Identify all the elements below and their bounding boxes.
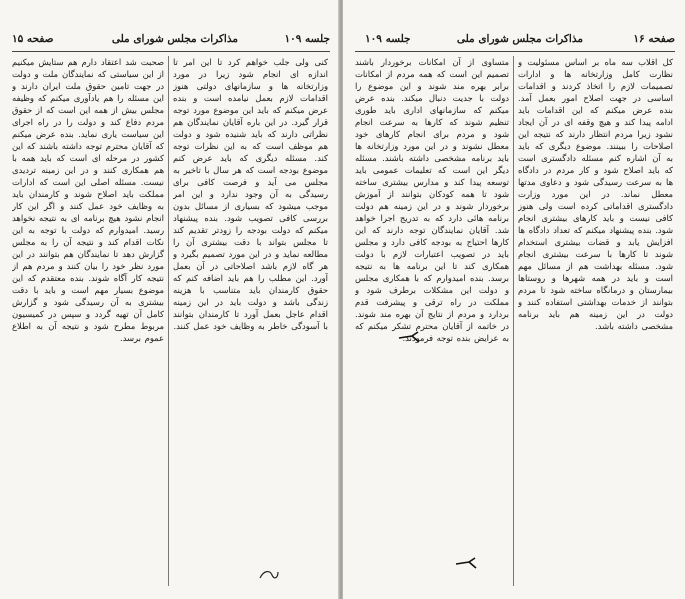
left-page-column-right [173, 56, 328, 586]
left-page [0, 0, 340, 599]
right-page-title: مذاکرات مجلس شورای ملی [456, 33, 583, 45]
column-text: کنی ولی جلب خواهم کرد تا این امر تا اندازه ای انجام شود زیرا در مورد وزارتخانه ها و سازمانهای دولتی هنوز اقدامات لازم بعمل نیامده است و بنده عرض میکنم که باید این موضوع مورد توجه قرار گیرد. در این باره آقایان نمایندگان هم نظراتی دارند که باید شنیده شود و دولت هم موظف است که به این نظرات توجه کند. مسئله دیگری که باید عرض کنم موضوع بودجه است که هر سال با تاخیر به مجلس می آید و فرصت کافی برای رسیدگی به آن وجود ندارد و این امر موجب میشود که بسیاری از مسائل بدون بررسی کافی تصویب شود. بنده پیشنهاد میکنم که دولت بودجه را زودتر تقدیم کند تا مجلس بتواند با دقت بیشتری آن را مطالعه نماید و در این مورد تصمیم بگیرد و هر گاه لازم باشد اصلاحاتی در آن بعمل آورد. این مطلب را هم باید اضافه کنم که حقوق کارمندان باید متناسب با هزینه زندگی باشد و دولت باید در این زمینه اقدام عاجل بعمل آورد تا کارمندان بتوانند با آسودگی خاطر به وظایف خود عمل کنند. [173, 57, 328, 331]
left-page-session: جلسه ۱۰۹ [284, 33, 330, 45]
left-page-title: مذاکرات مجلس شورای ملی [111, 33, 238, 45]
left-page-header [12, 33, 330, 49]
left-header-rule [12, 51, 330, 52]
ink-mark [398, 330, 420, 344]
ink-mark [258, 568, 280, 582]
column-text: کل اقلاب سه ماه بر اساس مسئولیت و نظارت کامل وزارتخانه ها و ادارات تصمیمات لازم را اتخاذ کردند و اقدامات اساسی در جهت اصلاح امور بعمل آمد. بنده عرض میکنم که این اقدامات باید ادامه پیدا کند و هیچ وقفه ای در آن ایجاد نشود زیرا مردم انتظار دارند که نتیجه این اصلاحات را ببینند. موضوع دیگری که باید به آن اشاره کنم مسئله دادگستری است که باید اصلاح شود و کار مردم در دادگاه ها به سرعت رسیدگی شود و دعاوی مدتها معطل نماند. در این مورد وزارت دادگستری اقداماتی کرده است ولی هنوز کافی نیست و باید کارهای بیشتری انجام شود. بنده پیشنهاد میکنم که تعداد دادگاه ها افزایش یابد و قضات بیشتری استخدام شوند تا کارها با سرعت بیشتری انجام شود. مسئله بهداشت هم از مسائل مهم است و باید در همه شهرها و روستاها بیمارستان و درمانگاه ساخته شود تا مردم بتوانند از خدمات بهداشتی استفاده کنند و دولت در این زمینه هم باید برنامه مشخصی داشته باشد. [518, 57, 673, 331]
ink-mark [455, 556, 477, 570]
right-page-session: جلسه ۱۰۹ [365, 33, 411, 45]
column-text: صحبت شد اعتقاد دارم هم ستایش میکنیم از این سیاستی که نمایندگان ملت و دولت در جهت تامین حقوق ملت ایران دارند و این مسئله را هم یادآوری میکنم که وظیفه مجلس بیش از همه این است که از حقوق مردم دفاع کند و دولت را در راه اجرای این سیاست یاری نماید. بنده عرض میکنم که آقایان محترم توجه داشته باشند که این کشور در مرحله ای است که باید همه با هم همکاری کنند و در این زمینه تردیدی نیست. مسئله اصلی این است که ادارات مملکت باید اصلاح شوند و کارمندان باید به وظایف خود عمل کنند و اگر این کار انجام نشود هیچ برنامه ای به نتیجه نخواهد رسید. امیدوارم که دولت با توجه به این نکات اقدام کند و نتیجه آن را به مجلس گزارش دهد تا نمایندگان هم بتوانند در این مورد نظر خود را بیان کنند و مردم هم از نتیجه کار آگاه شوند. بنده معتقدم که این موضوع بسیار مهم است و باید با دقت بیشتری به آن رسیدگی شود و گزارش کامل آن تهیه گردد و سپس در کمیسیون مربوط مطرح شود و نتیجه آن به اطلاع عموم برسد. [12, 57, 164, 343]
right-header-rule [355, 51, 675, 52]
right-page [343, 0, 685, 599]
right-page-header [355, 33, 675, 49]
right-column-divider [513, 56, 514, 586]
column-text: متساوی از آن امکانات برخوردار باشند تصمیم این است که همه مردم از امکانات برابر بهره مند شوند و این موضوع را دولت با جدیت دنبال میکند. بنده عرض میکنم که سازمانهای اداری باید طوری تنظیم شوند که کارها به سرعت انجام شود و مردم برای انجام کارهای خود معطل نشوند و در این مورد وزارتخانه ها باید برنامه مشخصی داشته باشند. مسئله دیگر این است که تعلیمات عمومی باید توسعه پیدا کند و مدارس بیشتری ساخته شود تا همه کودکان بتوانند از آموزش برخوردار شوند و در این زمینه هم دولت برنامه هائی دارد که به تدریج اجرا خواهد شد. آقایان نمایندگان توجه دارند که این کارها احتیاج به بودجه کافی دارد و مجلس باید در تصویب اعتبارات لازم با دولت همکاری کند تا این برنامه ها به نتیجه برسد. بنده امیدوارم که با همکاری مجلس و دولت این مشکلات برطرف شود و مملکت در راه ترقی و پیشرفت قدم بردارد و مردم از نتایج آن بهره مند شوند. در خاتمه از آقایان محترم تشکر میکنم که به عرایض بنده توجه فرمودند. [355, 57, 509, 343]
left-page-column-left [12, 56, 164, 586]
right-page-column-left [355, 56, 509, 586]
right-page-column-right [518, 56, 673, 586]
right-page-number: صفحه ۱۶ [633, 33, 675, 45]
left-column-divider [168, 56, 169, 586]
left-page-number: صفحه ۱۵ [12, 33, 54, 45]
